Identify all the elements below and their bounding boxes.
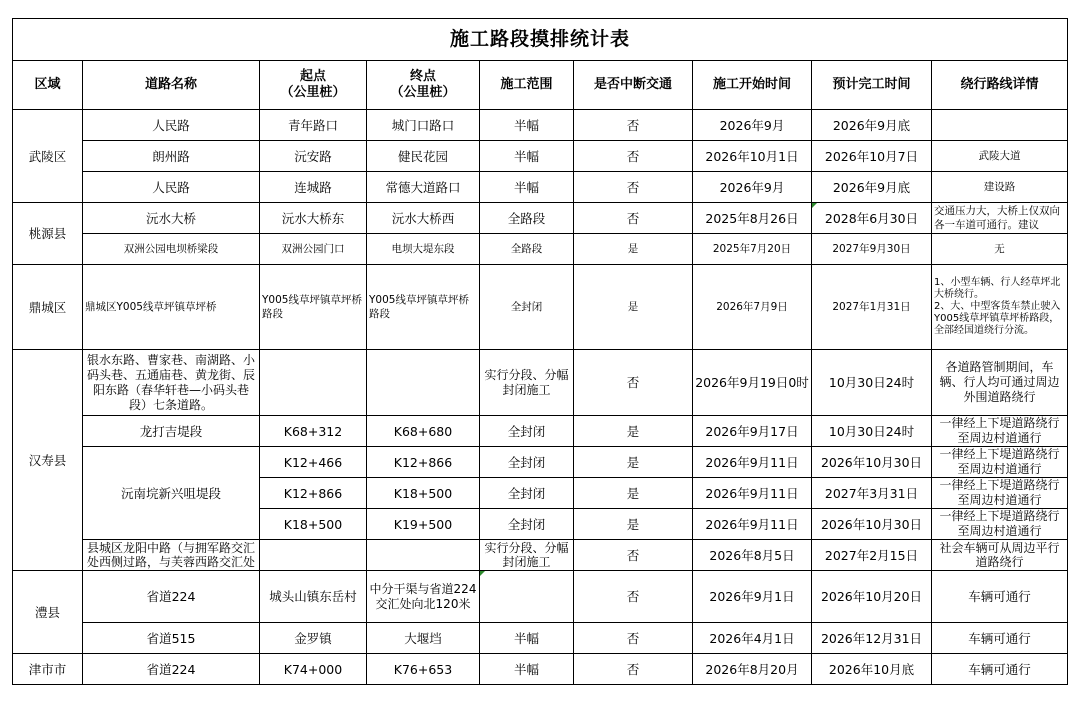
interrupt-cell: 否 [574, 110, 693, 141]
finish-cell: 2026年10月30日 [812, 509, 932, 540]
scope-cell: 实行分段、分幅封闭施工 [480, 540, 574, 571]
region-cell: 武陵区 [13, 110, 83, 203]
start-cell: 沅水大桥东 [260, 203, 367, 234]
start-cell [260, 540, 367, 571]
finish-cell: 2026年10月30日 [812, 447, 932, 478]
table-row [13, 654, 1068, 685]
finish-cell: 2026年10月20日 [812, 571, 932, 623]
scope-cell: 半幅 [480, 110, 574, 141]
begin-cell: 2026年9月19日0时 [693, 350, 812, 416]
interrupt-cell: 否 [574, 571, 693, 623]
begin-cell: 2026年9月11日 [693, 447, 812, 478]
scope-cell: 全封闭 [480, 416, 574, 447]
scope-cell: 全封闭 [480, 478, 574, 509]
header-detour-details: 绕行路线详情 [932, 61, 1068, 110]
region-cell: 津市市 [13, 654, 83, 685]
region-cell: 桃源县 [13, 203, 83, 265]
header-interrupt-traffic: 是否中断交通 [574, 61, 693, 110]
interrupt-cell: 否 [574, 141, 693, 172]
interrupt-cell: 是 [574, 416, 693, 447]
table-row [13, 447, 1068, 478]
begin-cell: 2026年7月9日 [693, 265, 812, 350]
table-row [13, 203, 1068, 234]
table-row [13, 416, 1068, 447]
end-cell: 大堰垱 [367, 623, 480, 654]
end-cell: K68+680 [367, 416, 480, 447]
region-cell: 鼎城区 [13, 265, 83, 350]
finish-cell: 2026年10月7日 [812, 141, 932, 172]
finish-cell: 2028年6月30日 [812, 203, 932, 234]
interrupt-cell: 是 [574, 478, 693, 509]
begin-cell: 2026年9月 [693, 172, 812, 203]
interrupt-cell: 否 [574, 350, 693, 416]
start-cell: Y005线草坪镇草坪桥路段 [260, 265, 367, 350]
road-cell: 沅南垸新兴咀堤段 [83, 447, 260, 540]
header-start-time: 施工开始时间 [693, 61, 812, 110]
begin-cell: 2026年9月11日 [693, 478, 812, 509]
interrupt-cell: 否 [574, 654, 693, 685]
road-cell: 省道224 [83, 571, 260, 623]
detour-cell: 武陵大道 [932, 141, 1068, 172]
finish-cell: 10月30日24时 [812, 416, 932, 447]
header-start-point: 起点 （公里桩） [260, 61, 367, 110]
road-cell: 省道515 [83, 623, 260, 654]
finish-cell: 2027年9月30日 [812, 234, 932, 265]
interrupt-cell: 是 [574, 447, 693, 478]
start-cell [260, 350, 367, 416]
road-cell: 县城区龙阳中路（与拥军路交汇处西侧过路，与芙蓉西路交汇处 [83, 540, 260, 571]
finish-cell: 2026年10月底 [812, 654, 932, 685]
start-cell: K12+866 [260, 478, 367, 509]
finish-cell: 2027年2月15日 [812, 540, 932, 571]
interrupt-cell: 是 [574, 265, 693, 350]
detour-cell: 社会车辆可从周边平行道路绕行 [932, 540, 1068, 571]
begin-cell: 2026年9月17日 [693, 416, 812, 447]
detour-cell: 一律经上下堤道路绕行至周边村道通行 [932, 509, 1068, 540]
detour-cell: 一律经上下堤道路绕行至周边村道通行 [932, 478, 1068, 509]
start-cell: K74+000 [260, 654, 367, 685]
scope-cell: 半幅 [480, 141, 574, 172]
table-row [13, 172, 1068, 203]
interrupt-cell: 是 [574, 234, 693, 265]
detour-cell: 各道路管制期间，车辆、行人均可通过周边外围道路绕行 [932, 350, 1068, 416]
detour-cell: 车辆可通行 [932, 623, 1068, 654]
begin-cell: 2026年4月1日 [693, 623, 812, 654]
begin-cell: 2026年9月 [693, 110, 812, 141]
start-cell: 青年路口 [260, 110, 367, 141]
interrupt-cell: 否 [574, 623, 693, 654]
table-row [13, 350, 1068, 416]
end-cell: 电坝大堤东段 [367, 234, 480, 265]
road-cell: 双洲公园电坝桥梁段 [83, 234, 260, 265]
start-cell: 金罗镇 [260, 623, 367, 654]
scope-cell: 全路段 [480, 203, 574, 234]
interrupt-cell: 否 [574, 172, 693, 203]
table-row [13, 141, 1068, 172]
begin-cell: 2026年9月1日 [693, 571, 812, 623]
scope-cell: 半幅 [480, 623, 574, 654]
detour-cell: 车辆可通行 [932, 654, 1068, 685]
detour-cell: 交通压力大，大桥上仅双向各一车道可通行。建议 [932, 203, 1068, 234]
start-cell: K18+500 [260, 509, 367, 540]
construction-table [12, 18, 1068, 685]
header-region: 区域 [13, 61, 83, 110]
table-row [13, 540, 1068, 571]
scope-cell: 全路段 [480, 234, 574, 265]
begin-cell: 2025年7月20日 [693, 234, 812, 265]
table-row [13, 110, 1068, 141]
begin-cell: 2026年8月20月 [693, 654, 812, 685]
end-cell: K19+500 [367, 509, 480, 540]
header-end-point: 终点 （公里桩） [367, 61, 480, 110]
scope-cell: 半幅 [480, 172, 574, 203]
scope-cell [480, 571, 574, 623]
road-cell: 沅水大桥 [83, 203, 260, 234]
scope-cell: 全封闭 [480, 509, 574, 540]
statistics-sheet [12, 18, 1068, 685]
road-cell: 银水东路、曹家巷、南湖路、小码头巷、五通庙巷、黄龙街、辰阳东路（春华轩巷—小码头巷段）七条道路。 [83, 350, 260, 416]
begin-cell: 2026年8月5日 [693, 540, 812, 571]
table-row [13, 571, 1068, 623]
detour-cell: 建设路 [932, 172, 1068, 203]
start-cell: 连城路 [260, 172, 367, 203]
region-cell: 汉寿县 [13, 350, 83, 571]
road-cell: 人民路 [83, 172, 260, 203]
interrupt-cell: 是 [574, 509, 693, 540]
end-cell: K76+653 [367, 654, 480, 685]
scope-cell: 全封闭 [480, 447, 574, 478]
end-cell [367, 540, 480, 571]
finish-cell: 2027年1月31日 [812, 265, 932, 350]
finish-cell: 10月30日24时 [812, 350, 932, 416]
detour-cell [932, 110, 1068, 141]
end-cell: 沅水大桥西 [367, 203, 480, 234]
finish-cell: 2026年9月底 [812, 110, 932, 141]
start-cell: K68+312 [260, 416, 367, 447]
scope-cell: 实行分段、分幅封闭施工 [480, 350, 574, 416]
scope-cell: 全封闭 [480, 265, 574, 350]
road-cell: 朗州路 [83, 141, 260, 172]
detour-cell: 无 [932, 234, 1068, 265]
detour-cell: 一律经上下堤道路绕行至周边村道通行 [932, 416, 1068, 447]
header-finish-time: 预计完工时间 [812, 61, 932, 110]
road-cell: 鼎城区Y005线草坪镇草坪桥 [83, 265, 260, 350]
header-scope: 施工范围 [480, 61, 574, 110]
detour-cell: 车辆可通行 [932, 571, 1068, 623]
start-cell: 双洲公园门口 [260, 234, 367, 265]
road-cell: 龙打吉堤段 [83, 416, 260, 447]
begin-cell: 2026年9月11日 [693, 509, 812, 540]
end-cell: 健民花园 [367, 141, 480, 172]
start-cell: 城头山镇东岳村 [260, 571, 367, 623]
finish-cell: 2027年3月31日 [812, 478, 932, 509]
end-cell: 城门口路口 [367, 110, 480, 141]
region-cell: 澧县 [13, 571, 83, 654]
end-cell: 中分干渠与省道224交汇处向北120米 [367, 571, 480, 623]
header-row [13, 61, 1068, 110]
interrupt-cell: 否 [574, 203, 693, 234]
begin-cell: 2025年8月26日 [693, 203, 812, 234]
detour-cell: 一律经上下堤道路绕行至周边村道通行 [932, 447, 1068, 478]
header-road-name: 道路名称 [83, 61, 260, 110]
finish-cell: 2026年9月底 [812, 172, 932, 203]
road-cell: 人民路 [83, 110, 260, 141]
begin-cell: 2026年10月1日 [693, 141, 812, 172]
table-row [13, 234, 1068, 265]
interrupt-cell: 否 [574, 540, 693, 571]
start-cell: K12+466 [260, 447, 367, 478]
end-cell: K18+500 [367, 478, 480, 509]
table-row [13, 623, 1068, 654]
finish-cell: 2026年12月31日 [812, 623, 932, 654]
end-cell: K12+866 [367, 447, 480, 478]
table-title: 施工路段摸排统计表 [13, 19, 1068, 61]
table-row [13, 265, 1068, 350]
road-cell: 省道224 [83, 654, 260, 685]
start-cell: 沅安路 [260, 141, 367, 172]
scope-cell: 半幅 [480, 654, 574, 685]
end-cell: 常德大道路口 [367, 172, 480, 203]
detour-cell: 1、小型车辆、行人经草坪北大桥绕行。 2、大、中型客货车禁止驶入Y005线草坪镇草坪桥路段，全部经国道绕行分流。 [932, 265, 1068, 350]
end-cell [367, 350, 480, 416]
end-cell: Y005线草坪镇草坪桥路段 [367, 265, 480, 350]
